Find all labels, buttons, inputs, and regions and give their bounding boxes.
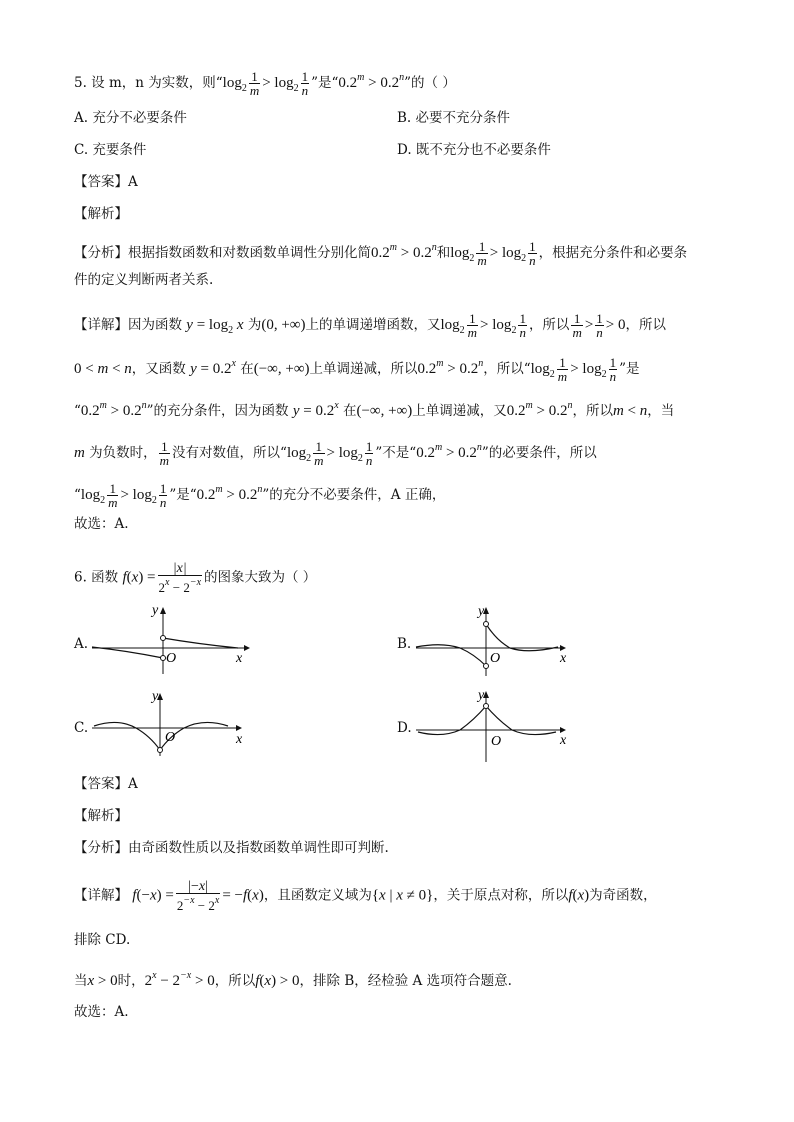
q5-detail-line5: “$\log_2$ $\frac{1}{m}$ > $\log_2$ $\frac{1}{n}$ ”是“$0.2^m > 0.2^n$”的充分不必要条件，A 正确， (74, 481, 446, 510)
graph-c-origin: O (165, 730, 176, 745)
graph-b-origin: O (490, 651, 501, 666)
q5-fenxi-line2: 件的定义判断两者关系. (74, 272, 214, 288)
q5-prefix: 5. 设 m，n 为实数，则“ (74, 75, 223, 91)
graph-b-label: B. (397, 636, 412, 652)
graph-b-x-label: x (560, 651, 567, 666)
graph-b (412, 602, 582, 678)
q5-option-b: B. 必要不充分条件 (397, 110, 511, 126)
graph-d-origin: O (491, 734, 502, 749)
q6-detail-line2: 排除 CD. (74, 932, 131, 948)
graph-a-origin: O (166, 651, 177, 666)
graph-c (88, 688, 258, 764)
graph-d-y-label: y (478, 688, 485, 703)
q5-answer: 【答案】A (74, 174, 138, 190)
graph-c-y-label: y (152, 689, 159, 704)
graph-c-x-label: x (236, 732, 243, 747)
graph-d (412, 688, 582, 764)
q5-stem: 5. 设 m，n 为实数，则“$\log_2$ $\frac{1}{m}$ > $\log_2$ $\frac{1}{n}$ ”是“$0.2^m > 0.2^n$”的（ ） (74, 69, 456, 98)
q6-stem: 6. 函数 f(x) = $\frac{|x|}{2^x - 2^{-x}}$ 的图象大致为（ ） (74, 561, 317, 595)
graph-a (88, 602, 258, 678)
graph-d-x-label: x (560, 733, 567, 748)
q5-detail-line2: 0 < m < n，又函数 $y = 0.2^x$ 在(−∞, +∞)上单调递减，所以$0.2^m > 0.2^n$，所以“$\log_2$ $\frac{1}{m}$ > $\log_2$ $\frac{1}{n}$ ”是 (74, 355, 640, 384)
graph-a-y-label: y (152, 603, 159, 618)
q5-detail-line4: m 为负数时， $\frac{1}{m}$ 没有对数值，所以“$\log_2$ $\frac{1}{m}$ > $\log_2$ $\frac{1}{n}$ ”不是“$0.2^m > 0.2^n$”的必要条件，所以 (74, 439, 597, 468)
q5-detail-line3: “$0.2^m > 0.2^n$”的充分条件，因为函数 $y = 0.2^x$ 在(−∞, +∞)上单调递减，又$0.2^m > 0.2^n$，所以m < n，当 (74, 400, 675, 419)
q5-conclusion: 故选：A. (74, 516, 129, 532)
q5-option-c: C. 充要条件 (74, 142, 147, 158)
q5-analysis-label: 【解析】 (74, 206, 128, 222)
q5-fenxi: 【分析】根据指数函数和对数函数单调性分别化简$0.2^m > 0.2^n$和$\log_2$ $\frac{1}{m}$ > $\log_2$ $\frac{1}{n}$ ，根据充分条件和必要条 (74, 239, 688, 268)
q5-option-d: D. 既不充分也不必要条件 (397, 142, 551, 158)
graph-d-label: D. (397, 720, 412, 736)
q6-detail-line3: 当x > 0时，$2^x - 2^{-x} > 0$，所以f(x) > 0，排除 B，经检验 A 选项符合题意. (74, 970, 512, 989)
q6-conclusion: 故选：A. (74, 1004, 129, 1020)
q6-detail-line1: 【详解】 f(−x) = $\frac{|-x|}{2^{-x} - 2^x}$ = −f(x)，且函数定义域为{x | x ≠ 0}，关于原点对称，所以f(x)为奇函数， (74, 879, 657, 913)
q5-option-a: A. 充分不必要条件 (74, 110, 187, 126)
q6-answer: 【答案】A (74, 776, 138, 792)
graph-a-x-label: x (236, 651, 243, 666)
graph-b-y-label: y (478, 604, 485, 619)
graph-c-label: C. (74, 720, 89, 736)
q6-fenxi: 【分析】由奇函数性质以及指数函数单调性即可判断. (74, 840, 389, 856)
q5-detail-line1: 【详解】因为函数 $y = \log_2 x$ 为(0, +∞)上的单调递增函数，又$\log_2$ $\frac{1}{m}$ > $\log_2$ $\frac{1}{n}$ ，所以 $\frac{1}{m}$ > $\frac{1}{n}$ > 0，所以 (74, 311, 667, 340)
graph-a-label: A. (74, 636, 89, 652)
q6-analysis-label: 【解析】 (74, 808, 128, 824)
